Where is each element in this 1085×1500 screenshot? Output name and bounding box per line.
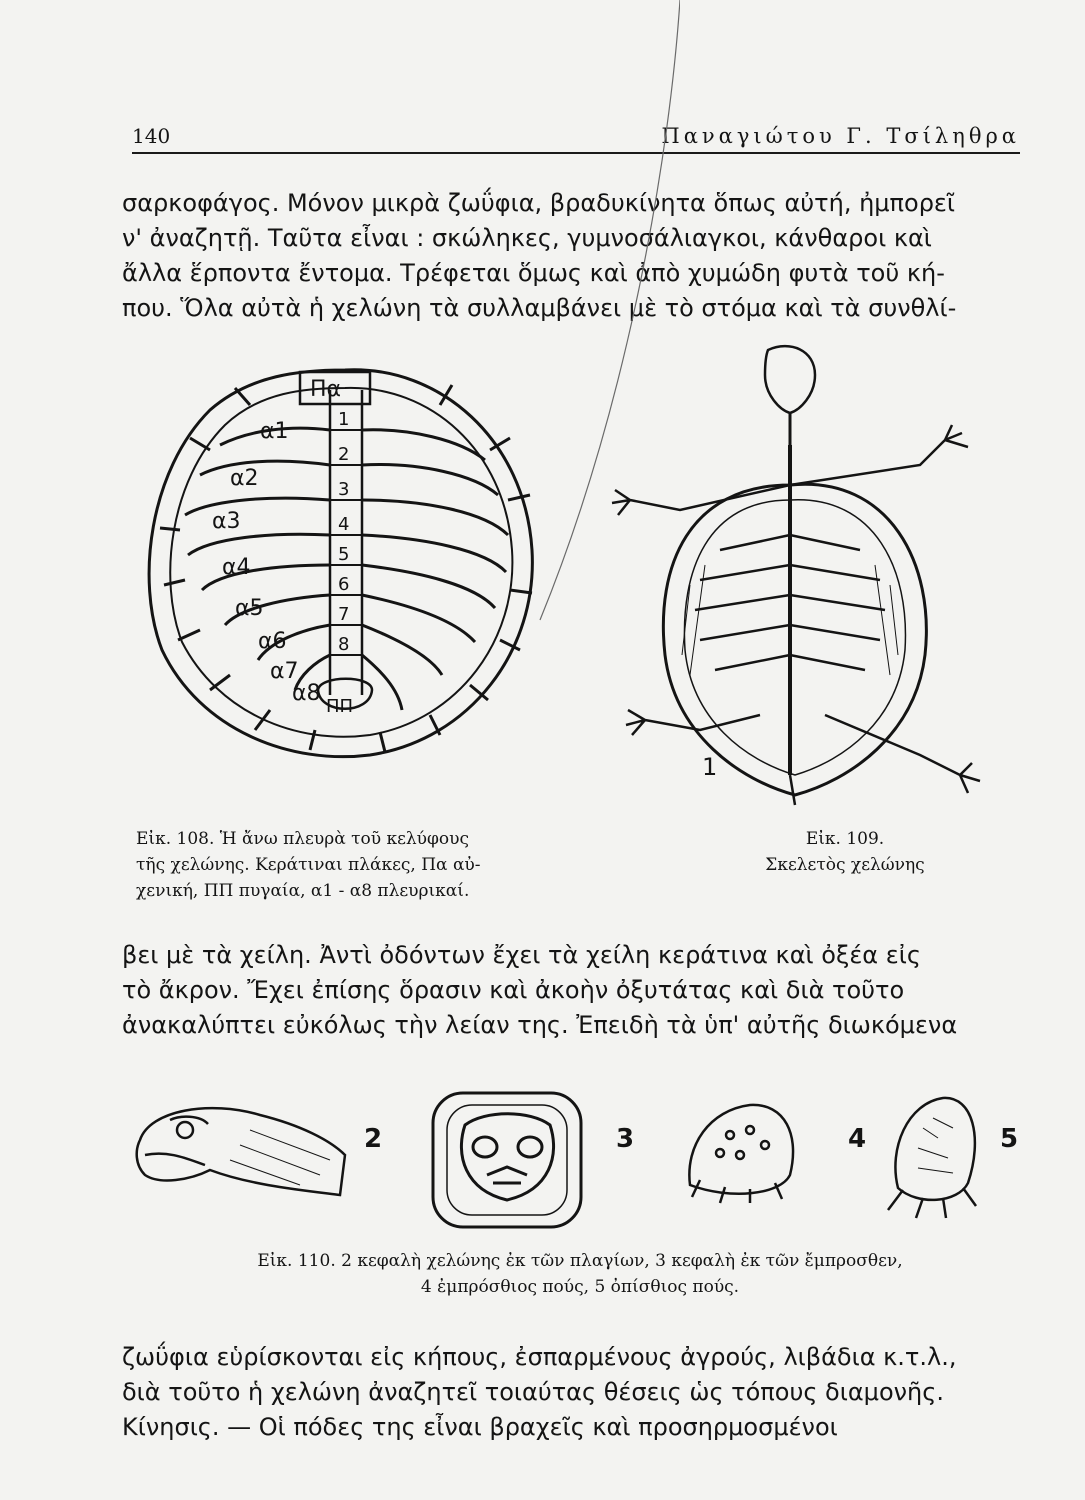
label-a1: α1 xyxy=(260,419,289,444)
stray-line xyxy=(520,0,680,640)
caption-line: Εἰκ. 108. Ἡ ἄνω πλευρὰ τοῦ κελύφους xyxy=(136,829,469,849)
text-line: βει μὲ τὰ χείλη. Ἀντὶ ὀδόντων ἔχει τὰ χείλη κεράτινα καὶ ὀξέα εἰς xyxy=(122,941,921,969)
text-line: Κίνησις. — Οἱ πόδες της εἶναι βραχεῖς καὶ προσηρμοσμένοι xyxy=(122,1413,838,1441)
label-v2: 2 xyxy=(338,444,350,465)
figure-110-head-side xyxy=(130,1100,350,1200)
label-v8: 8 xyxy=(338,634,350,655)
label-a5: α5 xyxy=(235,596,264,621)
text-line: διὰ τοῦτο ἡ χελώνη ἀναζητεῖ τοιαύτας θέσεις ὡς τόπους διαμονῆς. xyxy=(122,1378,944,1406)
caption-line: χενική, ΠΠ πυγαία, α1 - α8 πλευρικαί. xyxy=(136,881,470,901)
caption-line: 4 ἐμπρόσθιος πούς, 5 ὀπίσθιος πούς. xyxy=(420,1277,740,1297)
figure-110-head-front xyxy=(425,1085,590,1235)
figure-110-hind-foot xyxy=(878,1088,988,1223)
caption-line: τῆς χελώνης. Κεράτιναι πλάκες, Πα αὐ- xyxy=(136,855,481,875)
caption-figure-108 xyxy=(136,826,556,904)
figure-110-number-2: 2 xyxy=(364,1124,383,1154)
paragraph-bottom xyxy=(122,1340,1030,1445)
label-nuchal: Πα xyxy=(310,377,342,402)
caption-figure-110 xyxy=(130,1248,1030,1300)
figure-110-fore-foot xyxy=(670,1095,810,1205)
label-v7: 7 xyxy=(338,604,350,625)
caption-line: Εἰκ. 109. xyxy=(805,829,885,849)
figure-110-number-4: 4 xyxy=(848,1124,867,1154)
running-head: Παναγιώτου Γ. Τσίληθρα xyxy=(661,124,1020,148)
label-v4: 4 xyxy=(338,514,350,535)
label-v1: 1 xyxy=(338,409,350,430)
label-a3: α3 xyxy=(212,509,241,534)
caption-line: Εἰκ. 110. 2 κεφαλὴ χελώνης ἐκ τῶν πλαγίων, 3 κεφαλὴ ἐκ τῶν ἔμπροσθεν, xyxy=(257,1251,903,1271)
page-number: 140 xyxy=(132,124,171,148)
text-line: τὸ ἄκρον. Ἔχει ἐπίσης ὅρασιν καὶ ἀκοὴν ὀξυτάτας καὶ διὰ τοῦτο xyxy=(122,976,905,1004)
label-v5: 5 xyxy=(338,544,350,565)
text-line: ζωΰφια εὑρίσκονται εἰς κήπους, ἐσπαρμένους ἀγρούς, λιβάδια κ.τ.λ., xyxy=(122,1343,957,1371)
label-figure-109: 1 xyxy=(702,753,718,781)
text-line: σαρκοφάγος. Μόνον μικρὰ ζωΰφια, βραδυκίνητα ὅπως αὐτή, ἠμπορεῖ xyxy=(122,189,956,217)
figure-110-number-3: 3 xyxy=(616,1124,635,1154)
label-a7: α7 xyxy=(270,659,299,684)
text-line: που. Ὅλα αὐτὰ ἡ χελώνη τὰ συλλαμβάνει μὲ τὸ στόμα καὶ τὰ συνθλί- xyxy=(122,294,957,322)
figure-108-carapace xyxy=(140,350,550,770)
label-a2: α2 xyxy=(230,466,259,491)
label-pygal: ΠΠ xyxy=(326,696,354,717)
caption-figure-109 xyxy=(745,826,945,878)
figure-110-number-5: 5 xyxy=(1000,1124,1019,1154)
label-v6: 6 xyxy=(338,574,350,595)
label-v3: 3 xyxy=(338,479,350,500)
label-a8: α8 xyxy=(292,681,321,706)
caption-line: Σκελετὸς χελώνης xyxy=(765,855,925,875)
text-line: ἄλλα ἕρποντα ἔντομα. Τρέφεται ὅμως καὶ ἀπὸ χυμώδη φυτὰ τοῦ κή- xyxy=(122,259,945,287)
paragraph-middle xyxy=(122,938,1030,1043)
text-line: ν' ἀναζητῇ. Ταῦτα εἶναι : σκώληκες, γυμνοσάλιαγκοι, κάνθαροι καὶ xyxy=(122,224,932,252)
label-a4: α4 xyxy=(222,555,251,580)
text-line: ἀνακαλύπτει εὐκόλως τὴν λείαν της. Ἐπειδὴ τὰ ὑπ' αὐτῆς διωκόμενα xyxy=(122,1011,958,1039)
label-a6: α6 xyxy=(258,629,287,654)
